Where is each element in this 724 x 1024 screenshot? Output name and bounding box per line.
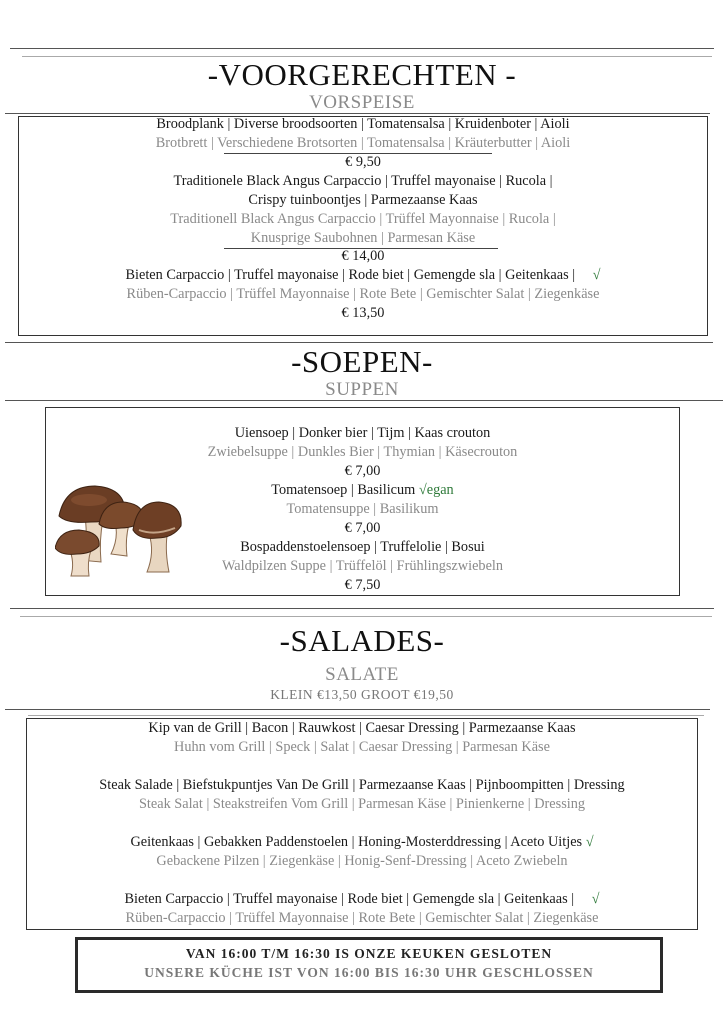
menu-item-de: Waldpilzen Suppe | Trüffelöl | Frühlingszwiebeln: [221, 558, 504, 574]
section-title-voorgerechten: -VOORGERECHTEN -: [207, 57, 517, 92]
voorgerechten-box: [18, 116, 708, 336]
menu-item-price: € 9,50: [345, 154, 381, 170]
section-rule: [5, 400, 723, 401]
menu-item-nl: [27, 890, 697, 909]
menu-item-price: € 7,00: [344, 520, 381, 536]
menu-item-de: Traditionell Black Angus Carpaccio | Trüffel Mayonnaise | Rucola |: [170, 211, 556, 227]
section-subtitle-salate: SALATE: [325, 664, 399, 685]
menu-item-de: Tomatensuppe | Basilikum: [286, 501, 439, 517]
section-rule: [5, 342, 713, 343]
section-rule: [5, 709, 710, 710]
section-rule: [10, 608, 714, 609]
top-rule-1: [10, 48, 714, 49]
vegetarian-check-icon: √: [591, 891, 600, 907]
salad-sizes: KLEIN €13,50 GROOT €19,50: [270, 687, 454, 702]
vegetarian-check-icon: √: [592, 267, 601, 283]
menu-item-nl: [46, 481, 679, 500]
notice-de: UNSERE KÜCHE IST VON 16:00 BIS 16:30 UHR GESCHLOSSEN: [144, 965, 594, 980]
salades-box: [26, 718, 698, 930]
menu-item-de: Huhn vom Grill | Speck | Salat | Caesar Dressing | Parmesan Käse: [174, 739, 550, 755]
menu-item-nl: Broodplank | Diverse broodsoorten | Tomatensalsa | Kruidenboter | Aioli: [156, 116, 570, 132]
menu-item-nl: Kip van de Grill | Bacon | Rauwkost | Caesar Dressing | Parmezaanse Kaas: [148, 720, 576, 736]
section-subtitle-suppen: SUPPEN: [325, 379, 399, 400]
section-subtitle-vorspeise: VORSPEISE: [309, 92, 415, 113]
menu-item-nl-text: Bieten Carpaccio | Truffel mayonaise | Rode biet | Gemengde sla | Geitenkaas |: [125, 267, 576, 283]
menu-item-nl-text: Geitenkaas | Gebakken Paddenstoelen | Honing-Mosterddressing | Aceto Uitjes: [130, 834, 586, 850]
section-title-salades: -SALADES-: [279, 623, 445, 658]
section-rule: [20, 616, 712, 617]
menu-item-nl: Steak Salade | Biefstukpuntjes Van De Grill | Parmezaanse Kaas | Pijnboompitten | Dressing: [99, 777, 625, 793]
menu-item-de: Rüben-Carpaccio | Trüffel Mayonnaise | Rote Bete | Gemischter Salat | Ziegenkäse: [125, 910, 599, 926]
menu-item-nl: Bospaddenstoelensoep | Truffelolie | Bosui: [240, 539, 485, 555]
menu-item-de: Zwiebelsuppe | Dunkles Bier | Thymian | Käsecrouton: [207, 444, 518, 460]
menu-item-price: € 7,50: [344, 577, 381, 593]
menu-item-price: € 7,00: [344, 463, 381, 479]
section-rule: [28, 715, 704, 716]
menu-item-de: Gebackene Pilzen | Ziegenkäse | Honig-Senf-Dressing | Aceto Zwiebeln: [156, 853, 568, 869]
menu-item-nl-text: Tomatensoep | Basilicum: [271, 482, 419, 498]
menu-item-price: € 14,00: [341, 248, 385, 264]
soepen-box: [45, 407, 680, 596]
menu-item-nl: [19, 266, 707, 285]
menu-item-nl: [27, 833, 697, 852]
menu-item-price: € 13,50: [341, 305, 385, 321]
menu-item-nl: Uiensoep | Donker bier | Tijm | Kaas crouton: [234, 425, 491, 441]
menu-item-de: Steak Salat | Steakstreifen Vom Grill | Parmesan Käse | Pinienkerne | Dressing: [138, 796, 586, 812]
menu-item-nl-text: Bieten Carpaccio | Truffel mayonaise | Rode biet | Gemengde sla | Geitenkaas |: [124, 891, 575, 907]
menu-item-nl-cont: Crispy tuinboontjes | Parmezaanse Kaas: [248, 192, 478, 208]
section-rule: [5, 113, 710, 114]
menu-item-nl: Traditionele Black Angus Carpaccio | Truffel mayonaise | Rucola |: [173, 173, 553, 189]
vegan-badge: √egan: [418, 482, 454, 498]
menu-item-de: Brotbrett | Verschiedene Brotsorten | Tomatensalsa | Kräuterbutter | Aioli: [155, 135, 571, 151]
vegetarian-check-icon: √: [585, 834, 594, 850]
section-title-soepen: -SOEPEN-: [291, 344, 433, 379]
kitchen-closed-notice: [75, 937, 663, 993]
menu-item-de-cont: Knusprige Saubohnen | Parmesan Käse: [250, 230, 476, 246]
menu-item-de: Rüben-Carpaccio | Trüffel Mayonnaise | Rote Bete | Gemischter Salat | Ziegenkäse: [126, 286, 600, 302]
notice-nl: VAN 16:00 T/M 16:30 IS ONZE KEUKEN GESLOTEN: [185, 946, 553, 961]
